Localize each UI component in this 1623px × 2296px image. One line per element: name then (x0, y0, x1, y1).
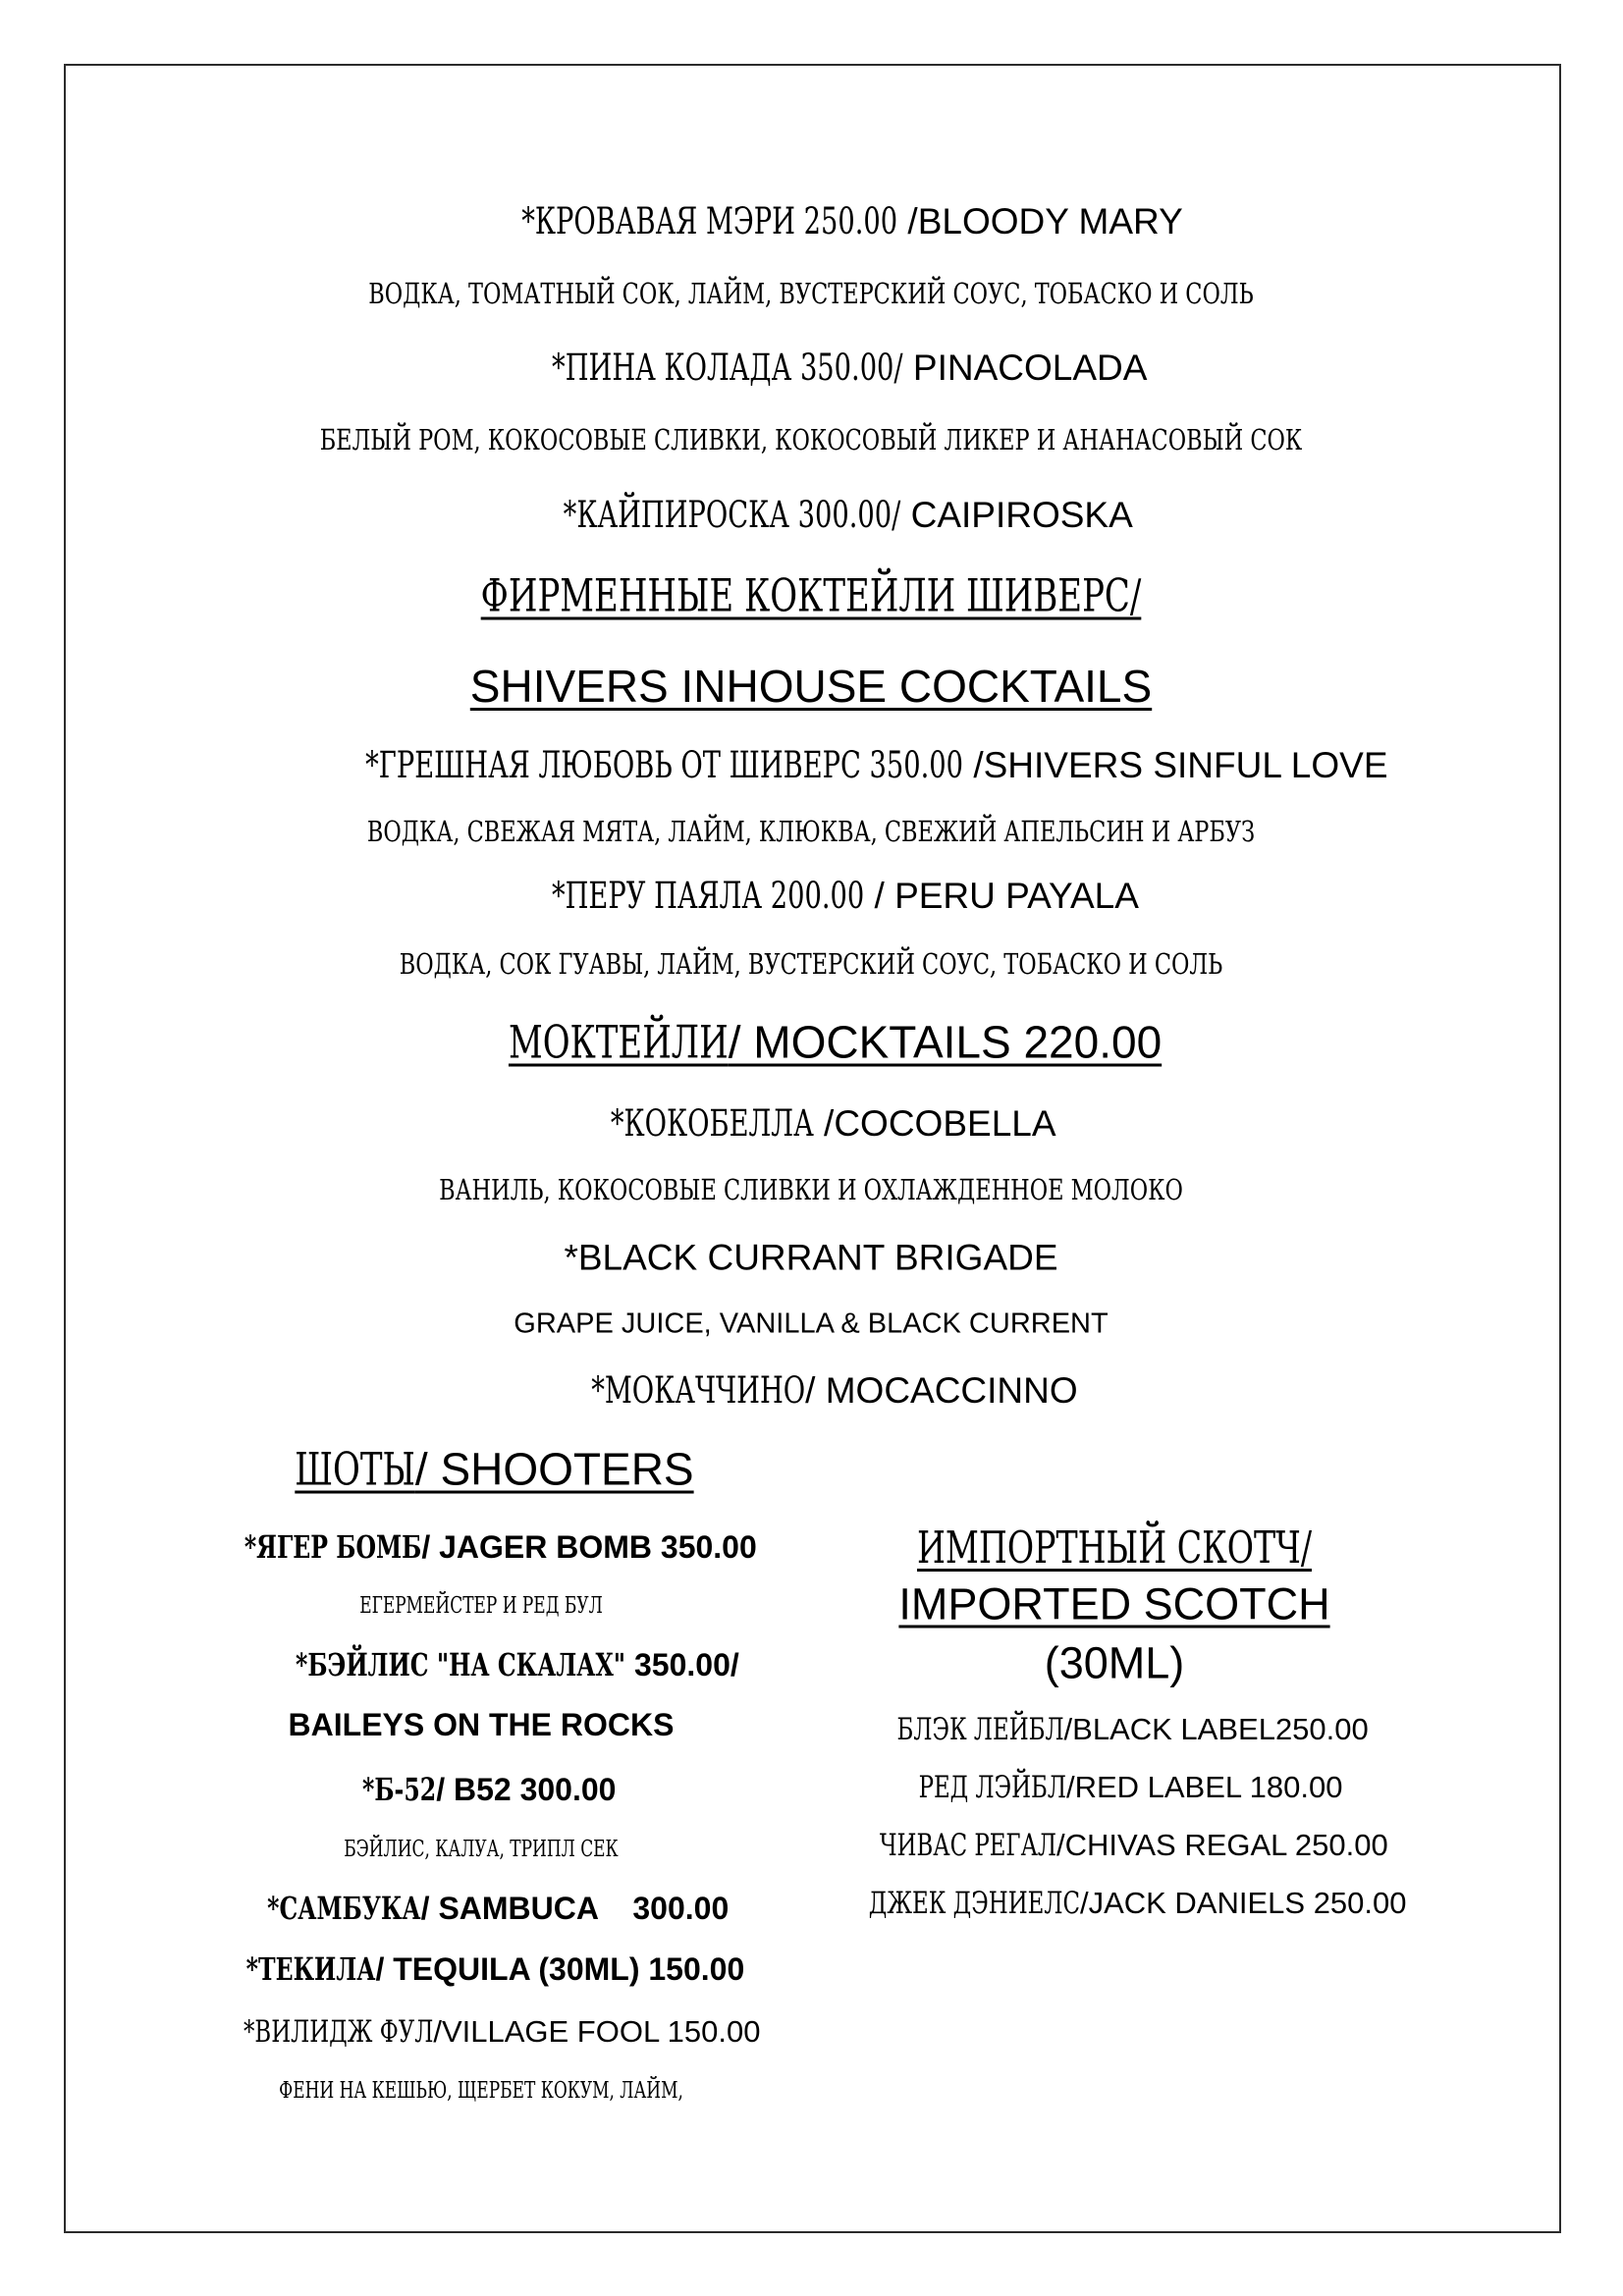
item-description (295, 815, 1326, 848)
description-text: БЕЛЫЙ РОМ, КОКОСОВЫЕ СЛИВКИ, КОКОСОВЫЙ ЛИКЕР И АНАНАСОВЫЙ СОК (319, 423, 1303, 456)
item-description (332, 947, 1289, 981)
item-name-ru: *ПИНА КОЛАДА 350.00/ (552, 347, 903, 389)
menu-item-caipiroska (489, 494, 1133, 536)
section-heading-scotch-en: IMPORTED SCOTCH (898, 1578, 1330, 1629)
menu-item-baileys (223, 1646, 739, 1683)
item-description: GRAPE JUICE, VANILLA & BLACK CURRENT (514, 1308, 1109, 1340)
item-name-ru: *ТЕКИЛА (245, 1950, 376, 1988)
menu-item-village-fool (202, 2016, 761, 2048)
description-text: ВОДКА, ТОМАТНЫЙ СОК, ЛАЙМ, ВУСТЕРСКИЙ СОУС, ТОБАСКО И СОЛЬ (368, 277, 1254, 310)
item-name-ru: *КОКОБЕЛЛА (610, 1102, 814, 1145)
menu-item-jager-bomb (205, 1528, 757, 1566)
item-name-ru: БЛЭК ЛЕЙБЛ (896, 1712, 1064, 1747)
item-name-en: / MOCACCINNO (805, 1370, 1078, 1411)
item-name-en: / B52 300.00 (436, 1772, 617, 1807)
item-name-en: /VILLAGE FOOL 150.00 (433, 2014, 761, 2049)
item-name-en: CAIPIROSKA (900, 495, 1133, 535)
menu-item-peru-payala (483, 875, 1139, 917)
menu-item-chivas-regal (840, 1830, 1387, 1861)
menu-item-jack-daniels (822, 1888, 1406, 1919)
menu-item-red-label (887, 1772, 1343, 1803)
description-text: БЭЙЛИС, КАЛУА, ТРИПЛ СЕК (344, 1837, 619, 1862)
menu-item-bloody-mary (439, 200, 1183, 242)
item-name-ru: *Б-52 (362, 1771, 437, 1808)
item-name-en: PINACOLADA (902, 347, 1148, 388)
item-name-en: /SHIVERS SINFUL LOVE (963, 745, 1388, 785)
menu-item-b52 (347, 1771, 617, 1808)
item-name-ru: *ВИЛИДЖ ФУЛ (243, 2014, 434, 2050)
menu-item-cocobella (566, 1102, 1056, 1145)
item-name-ru: ДЖЕК ДЭНИЕЛС (868, 1886, 1080, 1921)
heading-text: ФИРМЕННЫЕ КОКТЕЙЛИ ШИВЕРС/ (480, 568, 1142, 622)
item-name-en: 350.00/ (625, 1647, 739, 1682)
item-description (333, 1594, 629, 1618)
menu-item-black-label (860, 1714, 1369, 1745)
section-heading-shooters (268, 1442, 694, 1496)
description-text: ВОДКА, СОК ГУАВЫ, ЛАЙМ, ВУСТЕРСКИЙ СОУС, ТОБАСКО И СОЛЬ (399, 947, 1223, 981)
item-name-ru: ЧИВАС РЕГАЛ (879, 1828, 1056, 1863)
item-name-en: /BLACK LABEL250.00 (1063, 1712, 1369, 1746)
description-text: ФЕНИ НА КЕШЬЮ, ЩЕРБЕТ КОКУМ, ЛАЙМ, (279, 2078, 683, 2104)
item-name-ru: *КРОВАВАЯ МЭРИ 250.00 (521, 200, 898, 242)
menu-item-tequila (218, 1950, 745, 1988)
item-name-en: / PERU PAYALA (864, 876, 1139, 916)
item-description (297, 277, 1325, 310)
item-description (235, 2079, 728, 2103)
item-description (378, 1173, 1243, 1206)
item-name-ru: РЕД ЛЭЙБЛ (918, 1770, 1066, 1805)
item-name-ru: *ЯГЕР БОМБ (243, 1528, 422, 1566)
item-name-en: / SAMBUCA 300.00 (420, 1891, 730, 1926)
menu-item-pina-colada (475, 349, 1148, 387)
heading-text: ИМПОРТНЫЙ СКОТЧ/ (916, 1522, 1313, 1574)
menu-item-sambuca (234, 1890, 730, 1927)
item-name-en: /CHIVAS REGAL 250.00 (1055, 1828, 1388, 1862)
menu-item-black-currant-brigade: *BLACK CURRANT BRIGADE (564, 1237, 1058, 1278)
item-name-ru: *САМБУКА (267, 1890, 421, 1927)
item-name-ru: *БЭЙЛИС "НА СКАЛАХ" (296, 1646, 626, 1683)
item-name-en: /BLOODY MARY (897, 201, 1183, 241)
menu-item-mocaccinno (544, 1369, 1078, 1412)
description-text: ВАНИЛЬ, КОКОСОВЫЕ СЛИВКИ И ОХЛАЖДЕННОЕ МОЛОКО (439, 1173, 1183, 1206)
item-name-ru: *МОКАЧЧИНО (591, 1369, 806, 1412)
item-description (314, 1838, 649, 1861)
heading-text-en: / MOCKTAILS 220.00 (728, 1016, 1163, 1068)
menu-item-sinful-love (234, 744, 1388, 786)
item-description (240, 423, 1382, 456)
section-heading-inhouse-en: SHIVERS INHOUSE COCKTAILS (469, 661, 1153, 712)
description-text: ЕГЕРМЕЙСТЕР И РЕД БУЛ (359, 1593, 603, 1619)
item-name-en: /COCOBELLA (813, 1103, 1056, 1144)
section-heading-inhouse-ru (408, 568, 1214, 622)
section-heading-mocktails (460, 1015, 1163, 1069)
heading-text-ru: ШОТЫ (295, 1442, 415, 1496)
heading-text-en: / SHOOTERS (414, 1443, 694, 1495)
section-heading-scotch-ru (874, 1522, 1355, 1574)
item-name-en: /RED LABEL 180.00 (1065, 1770, 1343, 1804)
item-name-ru: *ПЕРУ ПАЯЛА 200.00 (551, 875, 865, 917)
item-name-en: / TEQUILA (30ML) 150.00 (375, 1951, 745, 1987)
description-text: ВОДКА, СВЕЖАЯ МЯТА, ЛАЙМ, КЛЮКВА, СВЕЖИЙ АПЕЛЬСИН И АРБУЗ (366, 815, 1256, 848)
item-name-en-line2: BAILEYS ON THE ROCKS (288, 1707, 675, 1742)
item-name-en: /JACK DANIELS 250.00 (1079, 1886, 1407, 1920)
scotch-volume: (30ML) (1044, 1637, 1185, 1688)
item-name-en: / JAGER BOMB 350.00 (421, 1529, 757, 1565)
heading-text-ru: МОКТЕЙЛИ (508, 1015, 729, 1069)
item-name-ru: *ГРЕШНАЯ ЛЮБОВЬ ОТ ШИВЕРС 350.00 (365, 744, 964, 786)
item-name-ru: *КАЙПИРОСКА 300.00/ (563, 494, 901, 536)
